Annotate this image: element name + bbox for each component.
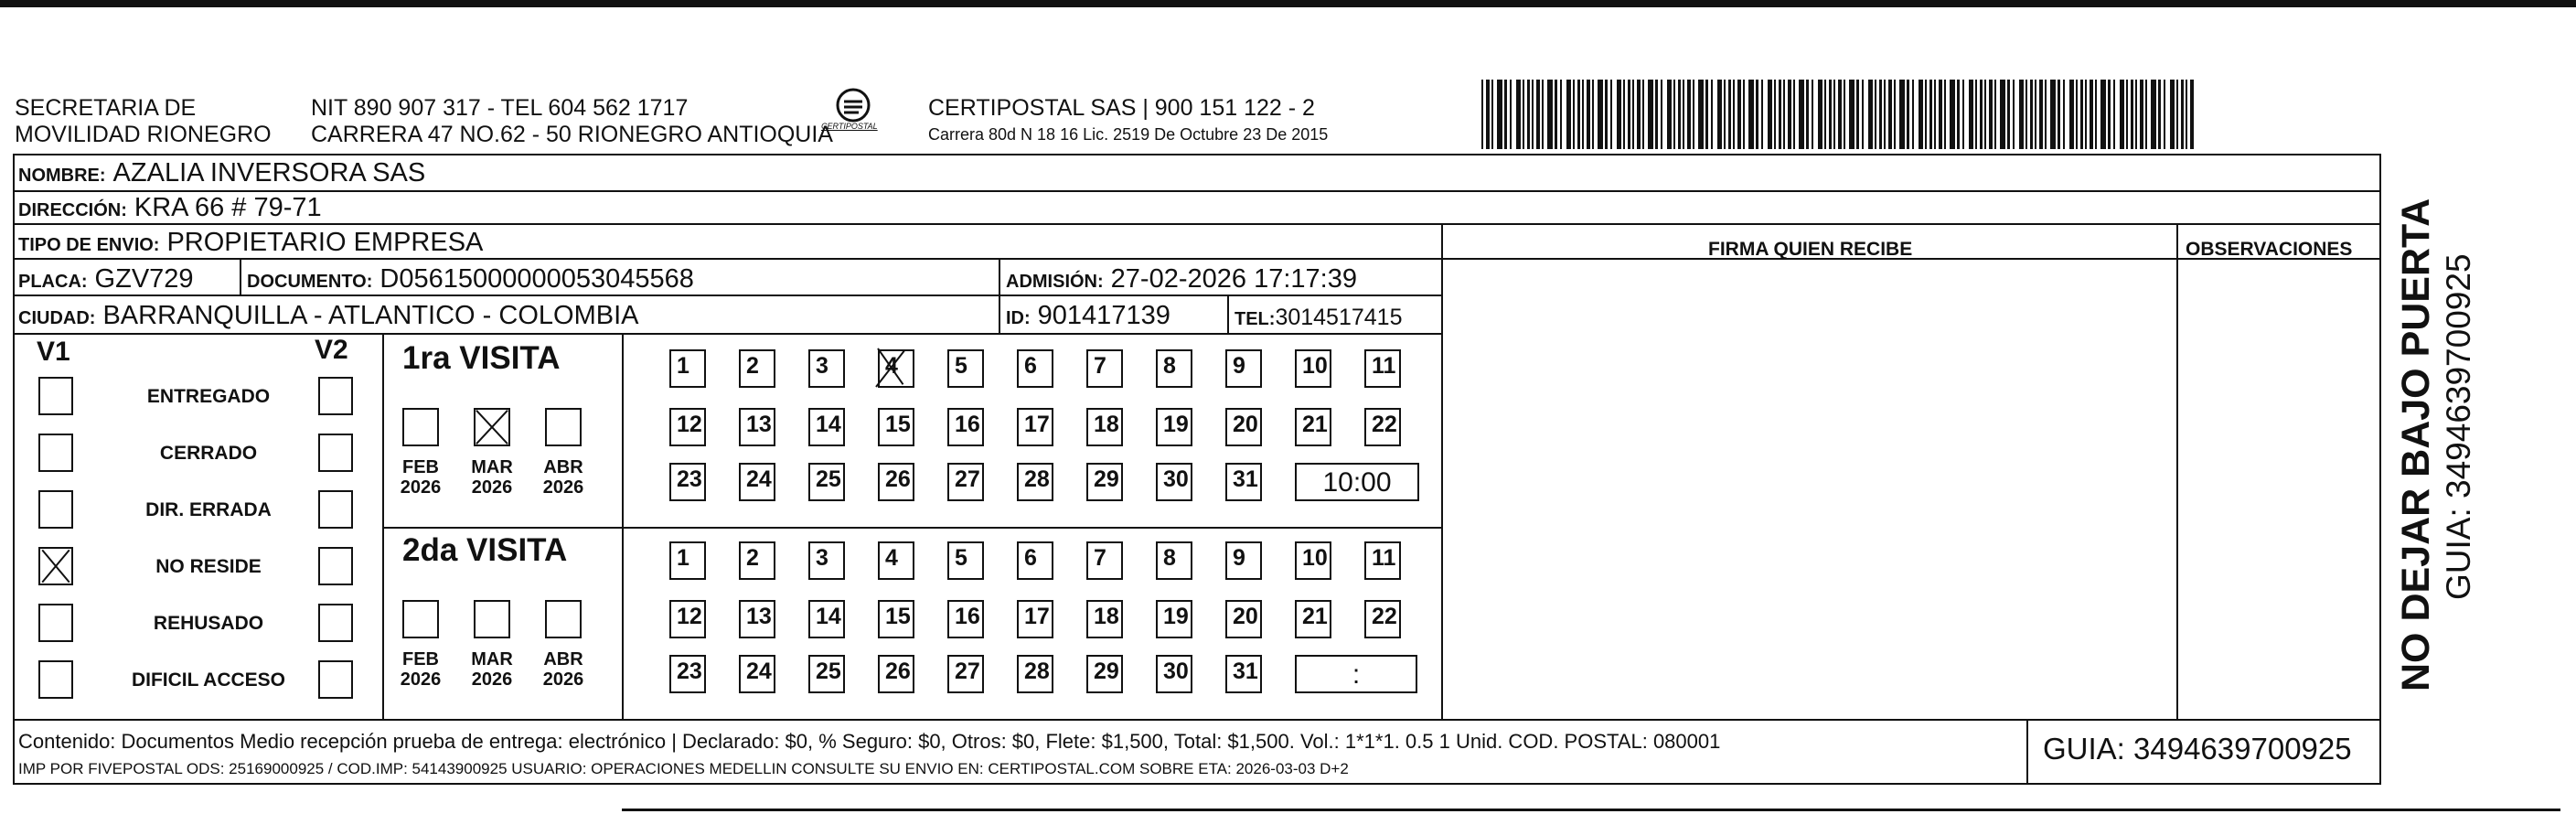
placa-value: GZV729 xyxy=(94,264,194,294)
admision-value: 27-02-2026 17:17:39 xyxy=(1110,264,1357,294)
day-box[interactable]: 26 xyxy=(878,655,914,693)
day-box[interactable]: 16 xyxy=(947,600,984,638)
month-label: MAR xyxy=(471,457,513,477)
v2-checkbox[interactable] xyxy=(318,604,353,642)
day-box[interactable]: 16 xyxy=(947,408,984,446)
status-label: DIFICIL ACCESO xyxy=(131,669,285,691)
month-label: FEB xyxy=(402,649,439,669)
status-label: REHUSADO xyxy=(153,613,264,634)
day-box[interactable]: 12 xyxy=(669,408,706,446)
v1-checkbox[interactable] xyxy=(38,434,73,472)
side-guia: GUIA: 3494639700925 xyxy=(2440,253,2477,600)
v2-checkbox[interactable] xyxy=(318,490,353,529)
day-box[interactable]: 3 xyxy=(808,349,845,388)
tipo-row xyxy=(18,227,483,261)
v2-checkbox[interactable] xyxy=(318,377,353,415)
day-box[interactable]: 7 xyxy=(1086,349,1123,388)
day-box[interactable]: 31 xyxy=(1225,463,1262,501)
status-label: CERRADO xyxy=(159,443,258,464)
month-year: 2026 xyxy=(471,477,513,498)
status-label: DIR. ERRADA xyxy=(145,499,272,520)
tel-divider xyxy=(1227,296,1229,335)
ciudad-label: CIUDAD: xyxy=(18,308,96,328)
day-box[interactable]: 17 xyxy=(1017,408,1053,446)
day-box[interactable]: 25 xyxy=(808,655,845,693)
visit-split-line xyxy=(382,527,1441,529)
day-box[interactable]: 8 xyxy=(1156,541,1192,580)
v1-header: V1 xyxy=(37,337,70,367)
day-box[interactable]: 4 xyxy=(878,349,914,388)
day-box[interactable]: 2 xyxy=(739,541,775,580)
month-checkbox[interactable] xyxy=(545,600,582,638)
org-line2: MOVILIDAD RIONEGRO xyxy=(15,122,272,147)
courier-license: Carrera 80d N 18 16 Lic. 2519 De Octubre 23 De 2015 xyxy=(928,125,1329,144)
month-year: 2026 xyxy=(542,477,584,498)
status-label: NO RESIDE xyxy=(155,556,262,577)
documento-label: DOCUMENTO: xyxy=(247,272,373,292)
day-box[interactable]: 1 xyxy=(669,349,706,388)
tipo-value: PROPIETARIO EMPRESA xyxy=(166,228,484,257)
day-box[interactable]: 18 xyxy=(1086,600,1123,638)
day-box[interactable]: 22 xyxy=(1364,600,1401,638)
footer-imp: IMP POR FIVEPOSTAL ODS: 25169000925 / COD.IMP: 54143900925 USUARIO: OPERACIONES MEDELLIN CONSULTE SU ENVIO EN: CERTIPOSTAL.COM SOBRE ETA: 2026-03-03 D+2 xyxy=(18,760,1349,777)
id-value: 901417139 xyxy=(1037,301,1170,330)
barcode xyxy=(1481,80,2204,149)
org-block xyxy=(15,95,272,148)
certipostal-logo-icon xyxy=(835,87,871,123)
v1-checkbox[interactable] xyxy=(38,604,73,642)
day-box[interactable]: 6 xyxy=(1017,349,1053,388)
day-box[interactable]: 14 xyxy=(808,408,845,446)
day-box[interactable]: 31 xyxy=(1225,655,1262,693)
month-year: 2026 xyxy=(400,669,442,690)
nombre-label: NOMBRE: xyxy=(18,166,106,186)
address-line: CARRERA 47 NO.62 - 50 RIONEGRO ANTIOQUIA xyxy=(311,122,833,147)
logo-text: CERTIPOSTAL xyxy=(821,122,878,131)
day-box[interactable]: 7 xyxy=(1086,541,1123,580)
month-checkbox[interactable] xyxy=(474,408,510,446)
nombre-value: AZALIA INVERSORA SAS xyxy=(112,158,426,187)
day-box[interactable]: 6 xyxy=(1017,541,1053,580)
day-box[interactable]: 21 xyxy=(1295,408,1331,446)
direccion-value: KRA 66 # 79-71 xyxy=(134,193,322,222)
day-box[interactable]: 5 xyxy=(947,349,984,388)
day-box[interactable]: 11 xyxy=(1364,541,1401,580)
day-box[interactable]: 23 xyxy=(669,655,706,693)
day-box[interactable]: 1 xyxy=(669,541,706,580)
day-box[interactable]: 9 xyxy=(1225,349,1262,388)
day-box[interactable]: 24 xyxy=(739,655,775,693)
month-year: 2026 xyxy=(400,477,442,498)
tipo-label: TIPO DE ENVIO: xyxy=(18,235,160,255)
month-label: FEB xyxy=(402,457,439,477)
footer-guia: GUIA: 3494639700925 xyxy=(2043,732,2352,766)
day-box[interactable]: 30 xyxy=(1156,463,1192,501)
day-box[interactable]: 4 xyxy=(878,541,914,580)
day-box[interactable]: 15 xyxy=(878,600,914,638)
guia-divider xyxy=(2026,719,2028,785)
obs-divider xyxy=(2176,225,2178,719)
day-box[interactable]: 9 xyxy=(1225,541,1262,580)
day-box[interactable]: 13 xyxy=(739,408,775,446)
day-box[interactable]: 22 xyxy=(1364,408,1401,446)
status-label: ENTREGADO xyxy=(146,386,271,407)
nit-block xyxy=(311,95,833,148)
day-box[interactable]: 3 xyxy=(808,541,845,580)
month-label: ABR xyxy=(543,649,583,669)
day-box[interactable]: 17 xyxy=(1017,600,1053,638)
nit-line: NIT 890 907 317 - TEL 604 562 1717 xyxy=(311,95,689,121)
day-box[interactable]: 29 xyxy=(1086,655,1123,693)
v1-checkbox[interactable] xyxy=(38,377,73,415)
month-label: ABR xyxy=(543,457,583,477)
v2-checkbox[interactable] xyxy=(318,547,353,585)
placa-label: PLACA: xyxy=(18,272,88,292)
admision-divider xyxy=(999,260,1000,335)
month-label: MAR xyxy=(471,649,513,669)
documento-row xyxy=(247,263,694,297)
placa-divider xyxy=(240,260,241,296)
nombre-row xyxy=(18,157,425,191)
day-box[interactable]: 27 xyxy=(947,655,984,693)
day-box[interactable]: 19 xyxy=(1156,408,1192,446)
day-box[interactable]: 28 xyxy=(1017,463,1053,501)
direccion-row-line xyxy=(13,192,2381,225)
side-warning: NO DEJAR BAJO PUERTA xyxy=(2394,198,2438,691)
day-box[interactable]: 14 xyxy=(808,600,845,638)
day-box[interactable]: 8 xyxy=(1156,349,1192,388)
day-box[interactable]: 20 xyxy=(1225,600,1262,638)
direccion-label: DIRECCIÓN: xyxy=(18,200,127,220)
placa-row xyxy=(18,263,194,297)
direccion-row xyxy=(18,192,322,226)
day-box[interactable]: 2 xyxy=(739,349,775,388)
day-box[interactable]: 27 xyxy=(947,463,984,501)
day-box[interactable]: 10 xyxy=(1295,349,1331,388)
scan-bottom-line xyxy=(622,809,2560,811)
day-box[interactable]: 25 xyxy=(808,463,845,501)
tel-value: 3014517415 xyxy=(1275,305,1403,330)
day-box[interactable]: 15 xyxy=(878,408,914,446)
month-year: 2026 xyxy=(471,669,513,690)
v2-header: V2 xyxy=(315,335,348,365)
month-checkbox[interactable] xyxy=(545,408,582,446)
day-box[interactable]: 24 xyxy=(739,463,775,501)
day-box[interactable]: 11 xyxy=(1364,349,1401,388)
day-box[interactable]: 28 xyxy=(1017,655,1053,693)
day-box[interactable]: 26 xyxy=(878,463,914,501)
day-box[interactable]: 12 xyxy=(669,600,706,638)
day-box[interactable]: 10 xyxy=(1295,541,1331,580)
day-box[interactable]: 13 xyxy=(739,600,775,638)
footer-contenido: Contenido: Documentos Medio recepción prueba de entrega: electrónico | Declarado: $0, % Seguro: $0, Otros: $0, Flete: $1,500, Total: $1,500. Vol.: 1*1*1. 0.5 1 Unid. COD. POSTAL: 080001 xyxy=(18,730,1721,753)
scan-top-border xyxy=(0,0,2576,7)
visit-title: 2da VISITA xyxy=(402,532,568,568)
firma-header: FIRMA QUIEN RECIBE xyxy=(1708,239,1913,260)
v1-checkbox[interactable] xyxy=(38,660,73,699)
day-box[interactable]: 20 xyxy=(1225,408,1262,446)
ciudad-row xyxy=(18,300,638,334)
day-box[interactable]: 23 xyxy=(669,463,706,501)
tel-label: TEL: xyxy=(1235,309,1276,329)
day-box[interactable]: 30 xyxy=(1156,655,1192,693)
id-row xyxy=(1006,300,1170,334)
ciudad-value: BARRANQUILLA - ATLANTICO - COLOMBIA xyxy=(102,301,639,330)
id-label: ID: xyxy=(1006,308,1031,328)
time-box[interactable]: 10:00 xyxy=(1295,463,1419,501)
courier-line: CERTIPOSTAL SAS | 900 151 122 - 2 xyxy=(928,95,1315,121)
month-year: 2026 xyxy=(542,669,584,690)
admision-label: ADMISIÓN: xyxy=(1006,272,1104,292)
month-checkbox[interactable] xyxy=(402,600,439,638)
day-box[interactable]: 5 xyxy=(947,541,984,580)
admision-row xyxy=(1006,263,1357,297)
time-box[interactable]: : xyxy=(1295,655,1417,693)
day-box[interactable]: 18 xyxy=(1086,408,1123,446)
tel-row xyxy=(1235,302,1402,335)
v2-checkbox[interactable] xyxy=(318,434,353,472)
day-box[interactable]: 21 xyxy=(1295,600,1331,638)
month-checkbox[interactable] xyxy=(402,408,439,446)
observaciones-header: OBSERVACIONES xyxy=(2186,239,2353,260)
courier-block xyxy=(928,95,1328,148)
month-checkbox[interactable] xyxy=(474,600,510,638)
day-box[interactable]: 29 xyxy=(1086,463,1123,501)
visit-title: 1ra VISITA xyxy=(402,340,561,376)
v1-checkbox[interactable] xyxy=(38,547,73,585)
documento-value: D05615000000053045568 xyxy=(379,264,694,294)
v2-checkbox[interactable] xyxy=(318,660,353,699)
firma-divider xyxy=(1441,225,1443,719)
v1-checkbox[interactable] xyxy=(38,490,73,529)
org-line1: SECRETARIA DE xyxy=(15,95,197,121)
day-box[interactable]: 19 xyxy=(1156,600,1192,638)
